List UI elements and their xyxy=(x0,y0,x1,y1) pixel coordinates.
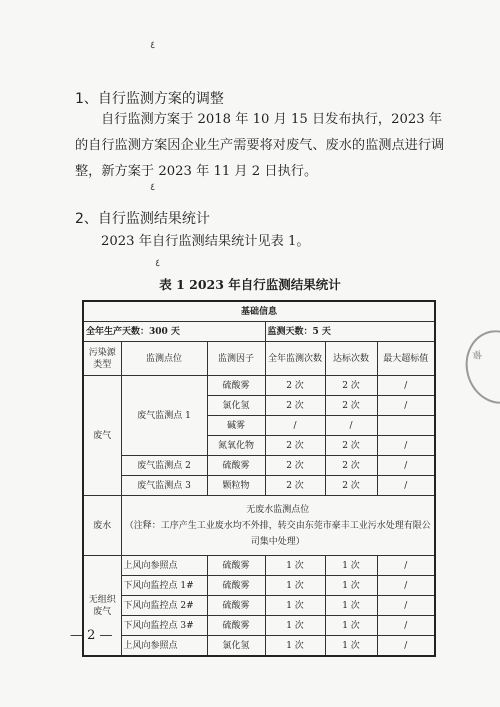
table-cell: 1 次 xyxy=(265,616,325,636)
monitoring-point: 下风向监控点 1# xyxy=(121,576,207,596)
section2-heading: 2、自行监测结果统计 xyxy=(75,211,210,227)
table-cell: / xyxy=(377,376,435,396)
table-cell: / xyxy=(377,596,435,616)
monitoring-point: 上风向参照点 xyxy=(121,556,207,576)
table-cell: / xyxy=(265,416,325,436)
water-note xyxy=(121,496,435,556)
table-cell: 1 次 xyxy=(265,576,325,596)
table-cell: 2 次 xyxy=(265,476,325,496)
section1-heading: 1、自行监测方案的调整 xyxy=(75,91,224,107)
table-row xyxy=(83,456,435,476)
water-note-line1: 无废水监测点位 xyxy=(246,504,310,515)
monitoring-point: 废气监测点 2 xyxy=(121,456,207,476)
table-cell: 硫酸雾 xyxy=(207,616,265,636)
table-cell: / xyxy=(325,416,377,436)
section1-paragraph: 自行监测方案于 2018 年 10 月 15 日发布执行，2023 年的自行监测方案因企业生产需要将对废气、废水的监测点进行调整，新方案于 2023 年 11 月 2 日执行。 xyxy=(75,112,445,179)
table-cell: 1 次 xyxy=(325,556,377,576)
table-row xyxy=(83,556,435,576)
table-cell: 氮氧化物 xyxy=(207,436,265,456)
scan-mark: ٤ xyxy=(155,258,161,269)
production-days: 全年生产天数：300 天 xyxy=(83,322,265,342)
table-cell: / xyxy=(377,576,435,596)
section2-paragraph: 2023 年自行监测结果统计见表 1。 xyxy=(101,234,310,249)
table-cell: 1 次 xyxy=(265,596,325,616)
page-number: — 2 — xyxy=(70,628,113,643)
water-note-line2: （注释：工序产生工业废水均不外排，转交由东莞市豪丰工业污水处理有限公司集中处理） xyxy=(124,520,431,547)
table-cell: / xyxy=(377,396,435,416)
source-type-water: 废水 xyxy=(83,496,121,556)
table-cell: 1 次 xyxy=(325,596,377,616)
monitoring-point: 下风向监控点 2# xyxy=(121,596,207,616)
table-cell xyxy=(377,416,435,436)
monitoring-point: 上风向参照点 xyxy=(121,636,207,657)
monitoring-point: 下风向监控点 3# xyxy=(121,616,207,636)
table-cell: 氯化氢 xyxy=(207,396,265,416)
scan-mark: ٤ xyxy=(150,40,156,51)
table-cell: 2 次 xyxy=(325,436,377,456)
table-cell: 2 次 xyxy=(325,476,377,496)
table-cell: 碱雾 xyxy=(207,416,265,436)
column-header: 达标次数 xyxy=(325,342,377,376)
table-cell: / xyxy=(377,476,435,496)
table-row xyxy=(83,636,435,657)
monitoring-results-table xyxy=(82,300,436,657)
table-cell: 2 次 xyxy=(325,376,377,396)
table-row xyxy=(83,616,435,636)
table-row xyxy=(83,596,435,616)
table-cell: / xyxy=(377,636,435,657)
basic-info-header: 基础信息 xyxy=(83,301,435,322)
monitoring-days: 监测天数：5 天 xyxy=(265,322,435,342)
table-row xyxy=(83,322,435,342)
table-row xyxy=(83,301,435,322)
table-cell: / xyxy=(377,556,435,576)
table-cell: 氯化氢 xyxy=(207,636,265,657)
table-cell: 1 次 xyxy=(325,636,377,657)
table-cell: 2 次 xyxy=(265,436,325,456)
table-cell: 2 次 xyxy=(265,376,325,396)
table-cell: 1 次 xyxy=(265,636,325,657)
column-header: 污染源类型 xyxy=(83,342,121,376)
table-cell: / xyxy=(377,616,435,636)
table-row xyxy=(83,576,435,596)
column-header: 监测因子 xyxy=(207,342,265,376)
table-cell: / xyxy=(377,436,435,456)
table-cell: 硫酸雾 xyxy=(207,456,265,476)
table-cell: 硫酸雾 xyxy=(207,556,265,576)
table-cell: 颗粒物 xyxy=(207,476,265,496)
table-cell: 2 次 xyxy=(265,396,325,416)
table-cell: 硫酸雾 xyxy=(207,576,265,596)
table-cell: 1 次 xyxy=(325,576,377,596)
source-type-fugitive: 无组织废气 xyxy=(83,556,121,657)
table-header-row xyxy=(83,342,435,376)
column-header: 监测点位 xyxy=(121,342,207,376)
table-cell: 硫酸雾 xyxy=(207,596,265,616)
table-row xyxy=(83,496,435,556)
monitoring-point: 废气监测点 3 xyxy=(121,476,207,496)
source-type-gas: 废气 xyxy=(83,376,121,496)
table-cell: 2 次 xyxy=(325,456,377,476)
table-caption: 表 1 2023 年自行监测结果统计 xyxy=(159,277,341,292)
table-cell: 2 次 xyxy=(265,456,325,476)
scan-mark: ٤ xyxy=(150,182,156,193)
table-cell: / xyxy=(377,456,435,476)
monitoring-point: 废气监测点 1 xyxy=(121,376,207,456)
seal-stamp: 專 xyxy=(458,323,500,411)
table-cell: 硫酸雾 xyxy=(207,376,265,396)
table-cell: 1 次 xyxy=(265,556,325,576)
column-header: 最大超标值 xyxy=(377,342,435,376)
table-row xyxy=(83,476,435,496)
table-row xyxy=(83,376,435,396)
table-cell: 2 次 xyxy=(325,396,377,416)
column-header: 全年监测次数 xyxy=(265,342,325,376)
table-cell: 1 次 xyxy=(325,616,377,636)
